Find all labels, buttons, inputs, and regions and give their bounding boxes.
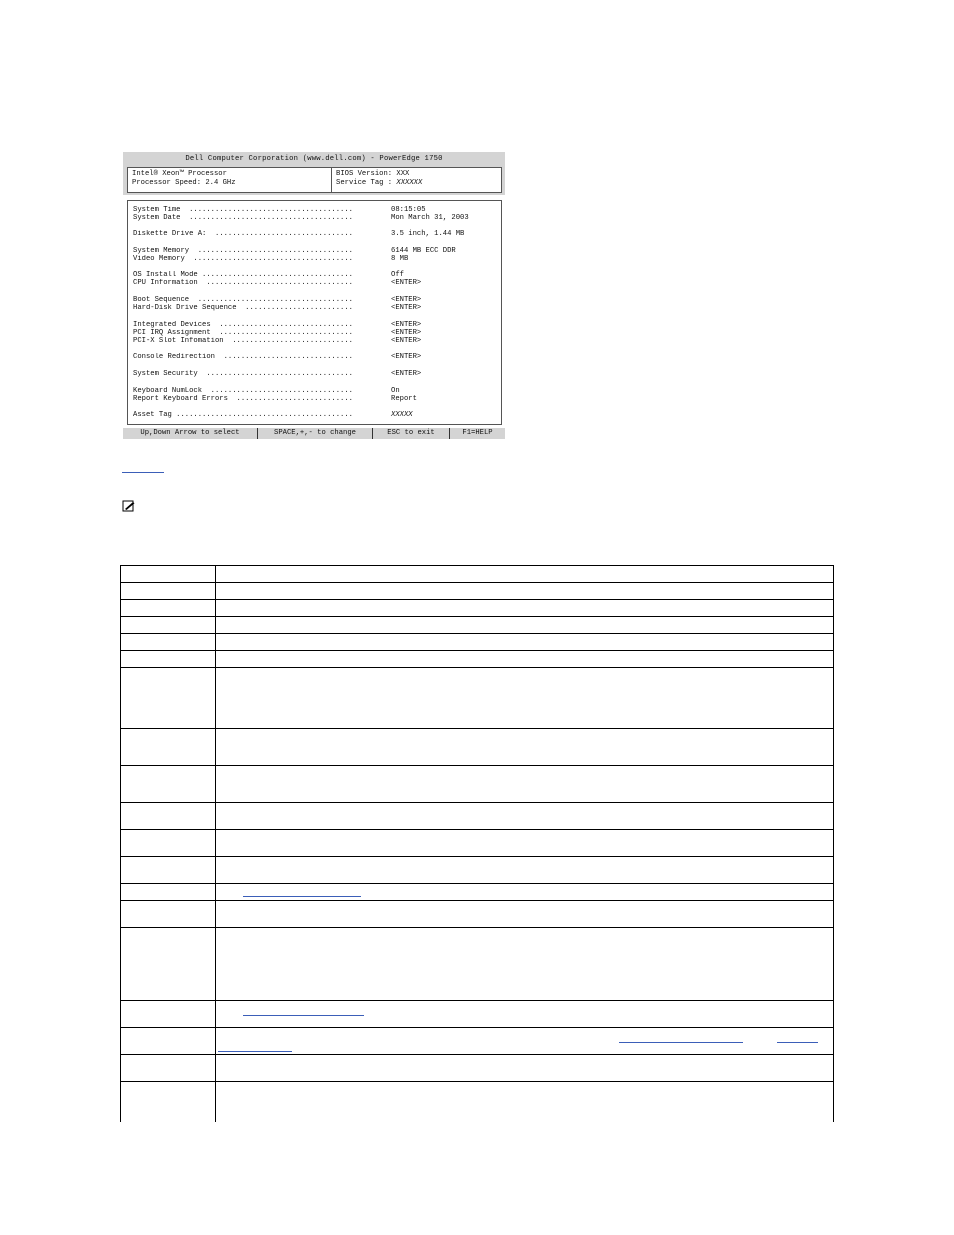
bios-service-tag-label: Service Tag : bbox=[336, 179, 397, 187]
bios-processor: Intel® Xeon™ Processor bbox=[132, 170, 227, 178]
bios-option-value: XXXXX bbox=[391, 411, 413, 419]
table-row-link[interactable] bbox=[218, 1051, 292, 1052]
bios-option-system-date[interactable] bbox=[133, 214, 469, 222]
table-cell-option bbox=[120, 901, 216, 928]
bios-option-cpu-information[interactable] bbox=[133, 279, 421, 287]
note-icon bbox=[122, 500, 136, 512]
bios-option-system-security[interactable] bbox=[133, 370, 421, 378]
bios-option-label: PCI IRQ Assignment ............................... bbox=[133, 329, 353, 337]
table-row bbox=[120, 599, 834, 617]
bios-option-integrated-devices[interactable] bbox=[133, 321, 421, 329]
bios-title-bar: Dell Computer Corporation (www.dell.com) - PowerEdge 1750 bbox=[123, 152, 505, 166]
bios-option-value: <ENTER> bbox=[391, 353, 422, 361]
bios-service-tag-value: XXXXXX bbox=[396, 179, 423, 187]
bios-option-value: 6144 MB ECC DDR bbox=[391, 247, 456, 255]
table-cell-option bbox=[120, 803, 216, 830]
bios-system-info bbox=[127, 167, 502, 193]
bios-option-value: <ENTER> bbox=[391, 279, 422, 287]
table-row bbox=[120, 1081, 834, 1122]
bios-option-label: System Memory .................................... bbox=[133, 247, 353, 255]
bios-option-value: Report bbox=[391, 395, 417, 403]
table-row bbox=[120, 650, 834, 668]
table-row bbox=[120, 765, 834, 803]
table-row bbox=[120, 883, 834, 901]
bios-option-boot-sequence[interactable] bbox=[133, 296, 421, 304]
table-cell-option bbox=[120, 884, 216, 901]
table-cell-option bbox=[120, 651, 216, 668]
bios-option-value: <ENTER> bbox=[391, 321, 422, 329]
bios-option-report-keyboard-errors[interactable] bbox=[133, 395, 417, 403]
table-row bbox=[120, 802, 834, 830]
table-cell-option bbox=[120, 600, 216, 617]
table-row-link[interactable] bbox=[777, 1042, 818, 1043]
bios-service-tag bbox=[336, 179, 496, 188]
bios-option-pci-x-slot-information[interactable] bbox=[133, 337, 421, 345]
table-cell-option bbox=[120, 566, 216, 583]
bios-version: BIOS Version: XXX bbox=[336, 170, 410, 178]
bios-option-label: Video Memory ..................................... bbox=[133, 255, 353, 263]
table-cell-option bbox=[120, 617, 216, 634]
table-cell-option bbox=[120, 766, 216, 803]
bios-option-label: Report Keyboard Errors ........................... bbox=[133, 395, 353, 403]
bios-option-label: Boot Sequence .................................... bbox=[133, 296, 353, 304]
table-row bbox=[120, 667, 834, 729]
bios-help-select: Up,Down Arrow to select bbox=[140, 429, 240, 437]
table-row bbox=[120, 856, 834, 884]
bios-help-f1: F1=HELP bbox=[462, 429, 493, 437]
bios-processor-info bbox=[132, 170, 328, 188]
table-cell-option bbox=[120, 729, 216, 766]
bios-option-label: Hard-Disk Drive Sequence ......................... bbox=[133, 304, 353, 312]
bios-help-change: SPACE,+,- to change bbox=[274, 429, 356, 437]
bios-setup-screen bbox=[123, 152, 505, 439]
bios-option-video-memory[interactable] bbox=[133, 255, 408, 263]
table-row bbox=[120, 728, 834, 766]
bios-option-value: <ENTER> bbox=[391, 329, 422, 337]
bios-version-info bbox=[336, 170, 496, 188]
bios-option-value: On bbox=[391, 387, 400, 395]
table-row bbox=[120, 1000, 834, 1028]
table-row bbox=[120, 616, 834, 634]
bios-option-system-memory[interactable] bbox=[133, 247, 456, 255]
bios-option-label: Integrated Devices ............................... bbox=[133, 321, 353, 329]
bios-header-divider bbox=[331, 168, 332, 192]
bios-option-asset-tag[interactable] bbox=[133, 411, 413, 419]
table-cell-option bbox=[120, 928, 216, 1001]
bios-option-pci-irq-assignment[interactable] bbox=[133, 329, 421, 337]
bios-option-label: OS Install Mode ................................... bbox=[133, 271, 353, 279]
bios-option-label: System Date ...................................... bbox=[133, 214, 353, 222]
bios-option-value: Off bbox=[391, 271, 404, 279]
table-row bbox=[120, 900, 834, 928]
bios-option-label: Keyboard NumLock ................................. bbox=[133, 387, 353, 395]
bios-option-console-redirection[interactable] bbox=[133, 353, 421, 361]
bios-option-value: 08:15:05 bbox=[391, 206, 426, 214]
bios-option-label: System Security .................................. bbox=[133, 370, 353, 378]
table-row bbox=[120, 927, 834, 1001]
bios-option-label: Console Redirection .............................. bbox=[133, 353, 353, 361]
bios-option-hard-disk-sequence[interactable] bbox=[133, 304, 421, 312]
bios-option-system-time[interactable] bbox=[133, 206, 426, 214]
bios-option-label: CPU Information .................................. bbox=[133, 279, 353, 287]
table-cell-option bbox=[120, 1055, 216, 1082]
back-to-top-link[interactable] bbox=[122, 463, 164, 473]
table-cell-option bbox=[120, 1028, 216, 1055]
table-row-link[interactable] bbox=[243, 1015, 364, 1016]
bios-option-value: <ENTER> bbox=[391, 370, 422, 378]
table-cell-option bbox=[120, 1082, 216, 1122]
table-row bbox=[120, 1027, 834, 1055]
bios-option-os-install-mode[interactable] bbox=[133, 271, 404, 279]
bios-options-panel bbox=[127, 200, 502, 425]
table-row bbox=[120, 829, 834, 857]
bios-key-help-bar bbox=[123, 428, 505, 439]
bios-option-label: Asset Tag ......................................... bbox=[133, 411, 353, 419]
bios-option-value: <ENTER> bbox=[391, 304, 422, 312]
bios-option-value: 8 MB bbox=[391, 255, 409, 263]
bios-option-label: Diskette Drive A: ................................ bbox=[133, 230, 353, 238]
bios-option-keyboard-numlock[interactable] bbox=[133, 387, 400, 395]
bios-option-diskette-drive[interactable] bbox=[133, 230, 464, 238]
table-cell-option bbox=[120, 583, 216, 600]
bios-option-value: Mon March 31, 2003 bbox=[391, 214, 469, 222]
table-row-link[interactable] bbox=[243, 896, 361, 897]
table-row bbox=[120, 582, 834, 600]
bios-processor-speed: Processor Speed: 2.4 GHz bbox=[132, 179, 236, 187]
table-row bbox=[120, 633, 834, 651]
bios-option-label: PCI-X Slot Infomation ............................ bbox=[133, 337, 353, 345]
table-cell-option bbox=[120, 1001, 216, 1028]
bios-option-value: <ENTER> bbox=[391, 337, 422, 345]
table-row-link[interactable] bbox=[619, 1042, 743, 1043]
table-row bbox=[120, 1054, 834, 1082]
bios-help-exit: ESC to exit bbox=[387, 429, 435, 437]
table-cell-option bbox=[120, 830, 216, 857]
bios-option-label: System Time ...................................... bbox=[133, 206, 353, 214]
bios-option-value: 3.5 inch, 1.44 MB bbox=[391, 230, 465, 238]
table-cell-option bbox=[120, 668, 216, 729]
table-cell-option bbox=[120, 857, 216, 884]
table-cell-option bbox=[120, 634, 216, 651]
table-header-row bbox=[120, 565, 834, 583]
bios-option-value: <ENTER> bbox=[391, 296, 422, 304]
